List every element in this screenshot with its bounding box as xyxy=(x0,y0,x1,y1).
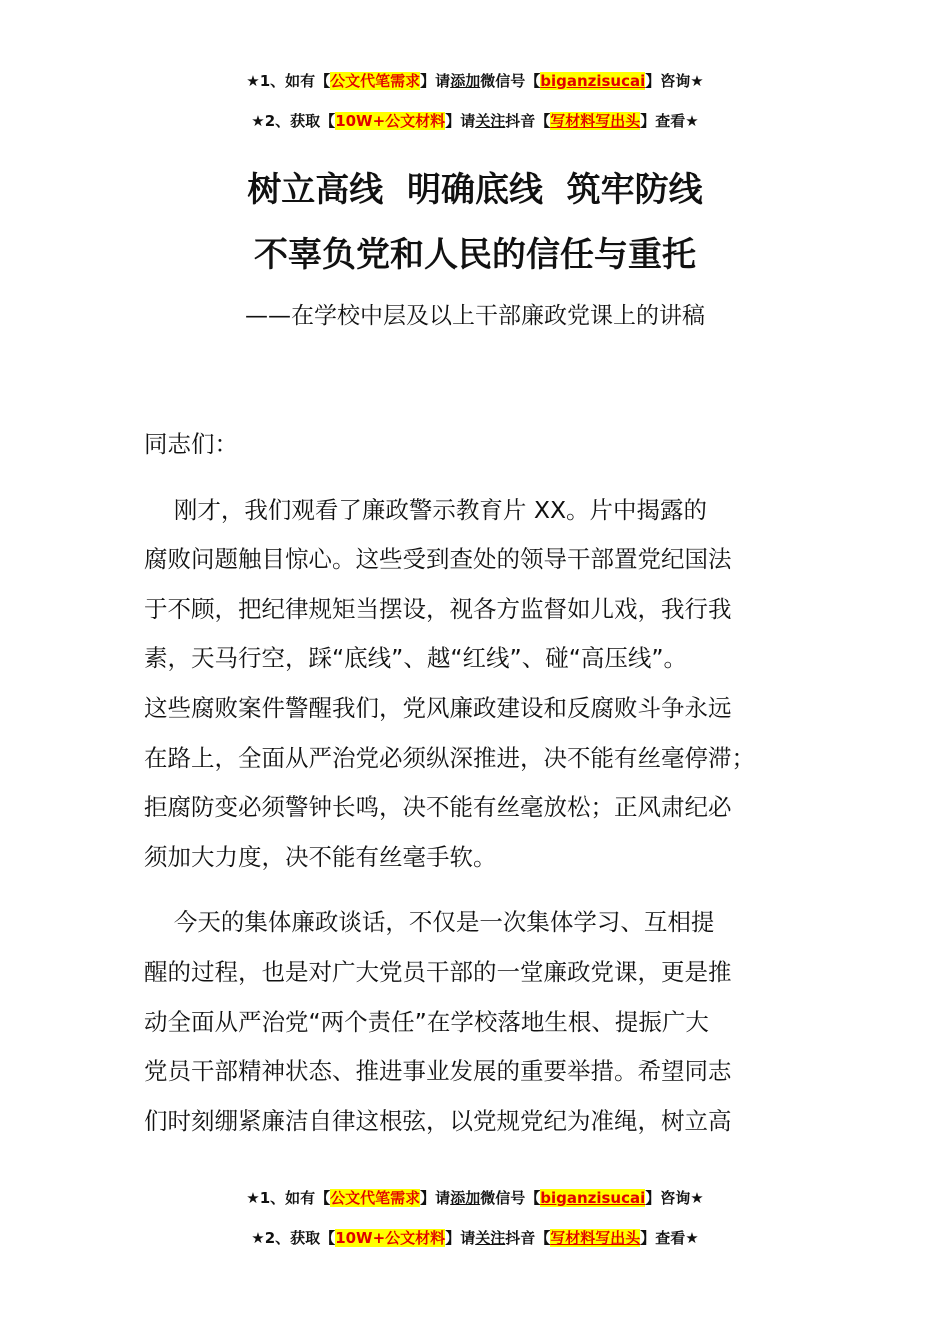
text-line: 党员干部精神状态、推进事业发展的重要举措。希望同志 xyxy=(144,1057,732,1086)
promo-highlight: 10W+公文材料 xyxy=(335,112,446,130)
promo-text: ★2、获取【 xyxy=(251,112,336,130)
text-line: 刚才，我们观看了廉政警示教育片 XX。片中揭露的 xyxy=(144,495,708,524)
promo-text: 】请 xyxy=(420,1189,451,1207)
subtitle: ——在学校中层及以上干部廉政党课上的讲稿 xyxy=(245,303,705,329)
text-line: 素，天马行空，踩“底线”、越“红线”、碰“高压线”。 xyxy=(144,644,688,673)
promo-text: ★1、如有【 xyxy=(246,72,331,90)
text-line: 动全面从严治党“两个责任”在学校落地生根、提振广大 xyxy=(144,1007,709,1036)
promo-underline: 关注 xyxy=(475,112,506,130)
promo-line-2 xyxy=(0,110,950,131)
promo-wechat-id: biganzisucai xyxy=(540,72,646,90)
text-line: 拒腐防变必须警钟长鸣，决不能有丝毫放松；正风肃纪必 xyxy=(144,793,732,822)
promo-text: 】请 xyxy=(445,1229,476,1247)
text-line: 腐败问题触目惊心。这些受到查处的领导干部置党纪国法 xyxy=(144,545,732,574)
text-line: 这些腐败案件警醒我们，党风廉政建设和反腐败斗争永远 xyxy=(144,693,732,722)
promo-text: ★1、如有【 xyxy=(246,1189,331,1207)
text-line: 须加大力度，决不能有丝毫手软。 xyxy=(144,842,497,871)
promo-line-2-footer xyxy=(0,1227,950,1248)
promo-underline: 添加 xyxy=(450,72,481,90)
promo-highlight: 公文代笔需求 xyxy=(330,72,421,90)
promo-text: 】查看★ xyxy=(640,112,699,130)
body-text xyxy=(144,420,844,1162)
text-line: 今天的集体廉政谈话，不仅是一次集体学习、互相提 xyxy=(144,908,715,937)
promo-underline: 添加 xyxy=(450,1189,481,1207)
promo-douyin-id: 写材料写出头 xyxy=(550,1229,641,1247)
promo-highlight: 公文代笔需求 xyxy=(330,1189,421,1207)
promo-text: 】咨询★ xyxy=(645,1189,704,1207)
promo-line-1-footer xyxy=(0,1187,950,1208)
text-line: 醒的过程，也是对广大党员干部的一堂廉政党课，更是推 xyxy=(144,957,732,986)
text-line: 在路上，全面从严治党必须纵深推进，决不能有丝毫停滞； xyxy=(144,743,755,772)
promo-wechat-id: biganzisucai xyxy=(540,1189,646,1207)
paragraph-1 xyxy=(144,486,844,883)
salutation: 同志们： xyxy=(144,430,238,458)
text-line: 们时刻绷紧廉洁自律这根弦，以党规党纪为准绳，树立高 xyxy=(144,1106,732,1135)
promo-text: 】咨询★ xyxy=(645,72,704,90)
paragraph-2 xyxy=(144,898,844,1146)
promo-text: 】请 xyxy=(445,112,476,130)
promo-text: 】请 xyxy=(420,72,451,90)
promo-highlight: 10W+公文材料 xyxy=(335,1229,446,1247)
promo-text: ★2、获取【 xyxy=(251,1229,336,1247)
promo-line-1 xyxy=(0,70,950,91)
text-line: 于不顾，把纪律规矩当摆设，视各方监督如儿戏，我行我 xyxy=(144,594,732,623)
title-line-1: 树立高线 明确底线 筑牢防线 xyxy=(247,170,703,210)
promo-underline: 关注 xyxy=(475,1229,506,1247)
promo-text: 抖音【 xyxy=(505,1229,551,1247)
promo-douyin-id: 写材料写出头 xyxy=(550,112,641,130)
promo-text: 微信号【 xyxy=(480,72,541,90)
promo-text: 抖音【 xyxy=(505,112,551,130)
title-line-2: 不辜负党和人民的信任与重托 xyxy=(254,235,696,275)
promo-text: 微信号【 xyxy=(480,1189,541,1207)
promo-text: 】查看★ xyxy=(640,1229,699,1247)
